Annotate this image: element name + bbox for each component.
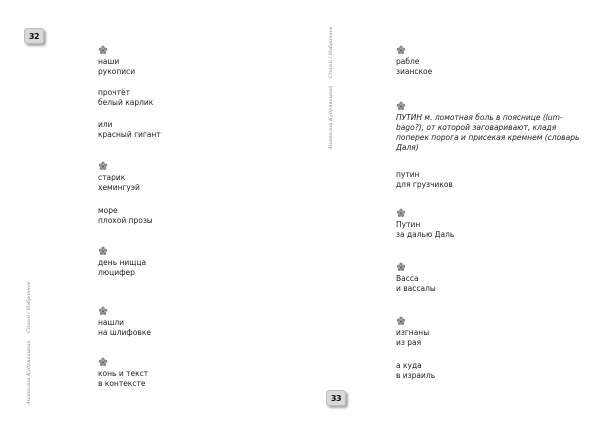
right-page bbox=[300, 0, 600, 425]
poem-line: хемингуэй bbox=[98, 183, 140, 192]
poem-line: конь и текст bbox=[98, 369, 149, 378]
poem-line: плохой прозы bbox=[98, 216, 153, 225]
poem bbox=[98, 161, 140, 193]
poem-line: путин bbox=[396, 170, 420, 179]
poem-line: или bbox=[98, 120, 113, 129]
poem bbox=[98, 246, 146, 278]
dictionary-definition bbox=[396, 101, 586, 153]
poem-line: а куда bbox=[396, 361, 422, 370]
flower-ornament-icon bbox=[396, 316, 406, 326]
poem-line: из рая bbox=[396, 338, 422, 347]
author-signature: Анатолий Кудрявицкий bbox=[328, 85, 334, 150]
flower-ornament-icon bbox=[396, 208, 406, 218]
poem-line: зианское bbox=[396, 67, 433, 76]
poem-line: Васса bbox=[396, 274, 419, 283]
flower-ornament-icon bbox=[396, 101, 406, 111]
poem bbox=[396, 45, 432, 77]
poem-line: за далью Даль bbox=[396, 230, 455, 239]
poem-line: рабле bbox=[396, 57, 420, 66]
poem bbox=[98, 306, 151, 338]
flower-ornament-icon bbox=[98, 246, 108, 256]
poem bbox=[396, 262, 436, 294]
flower-ornament-icon bbox=[98, 306, 108, 316]
running-header-vertical bbox=[328, 26, 334, 150]
poem-line: белый карлик bbox=[98, 98, 154, 107]
poem-line: прочтёт bbox=[98, 88, 131, 97]
poem-line: день нищца bbox=[98, 258, 147, 267]
poem bbox=[396, 316, 429, 348]
flower-ornament-icon bbox=[98, 45, 108, 55]
poem-line: красный гигант bbox=[98, 130, 161, 139]
page-number: 32 bbox=[24, 28, 44, 44]
poem bbox=[396, 208, 454, 240]
running-header: Стихи / Избранное bbox=[328, 26, 334, 78]
running-header: Стихи / Избранное bbox=[26, 281, 32, 333]
poem bbox=[98, 206, 153, 226]
flower-ornament-icon bbox=[396, 262, 406, 272]
author-signature: Анатолий Кудрявицкий bbox=[26, 340, 32, 405]
poem-line: море bbox=[98, 206, 118, 215]
poem-line: для грузчиков bbox=[396, 180, 453, 189]
definition-text: ПУТИН м. ломотная боль в пояснице (lum-bago?), от которой заговаривают, кладя поперек порога и присекая кремнем (словарь Даля) bbox=[396, 113, 580, 152]
poem-line: в израиль bbox=[396, 371, 436, 380]
page-number: 33 bbox=[326, 390, 346, 406]
flower-ornament-icon bbox=[98, 161, 108, 171]
poem-line: на шлифовке bbox=[98, 328, 151, 337]
poem-line: в контексте bbox=[98, 379, 146, 388]
poem-line: наши bbox=[98, 57, 120, 66]
poem bbox=[98, 357, 148, 389]
poem-line: рукописи bbox=[98, 67, 136, 76]
poem bbox=[98, 120, 161, 140]
poem-line: изгнаны bbox=[396, 328, 430, 337]
running-header-vertical bbox=[26, 281, 32, 405]
poem-line: Путин bbox=[396, 220, 421, 229]
flower-ornament-icon bbox=[98, 357, 108, 367]
poem bbox=[98, 88, 153, 108]
poem-line: люцифер bbox=[98, 268, 135, 277]
poem-line: нашли bbox=[98, 318, 125, 327]
poem bbox=[396, 361, 435, 381]
poem-line: и вассалы bbox=[396, 284, 436, 293]
poem bbox=[396, 170, 453, 190]
poem bbox=[98, 45, 135, 77]
flower-ornament-icon bbox=[396, 45, 406, 55]
poem-line: старик bbox=[98, 173, 126, 182]
